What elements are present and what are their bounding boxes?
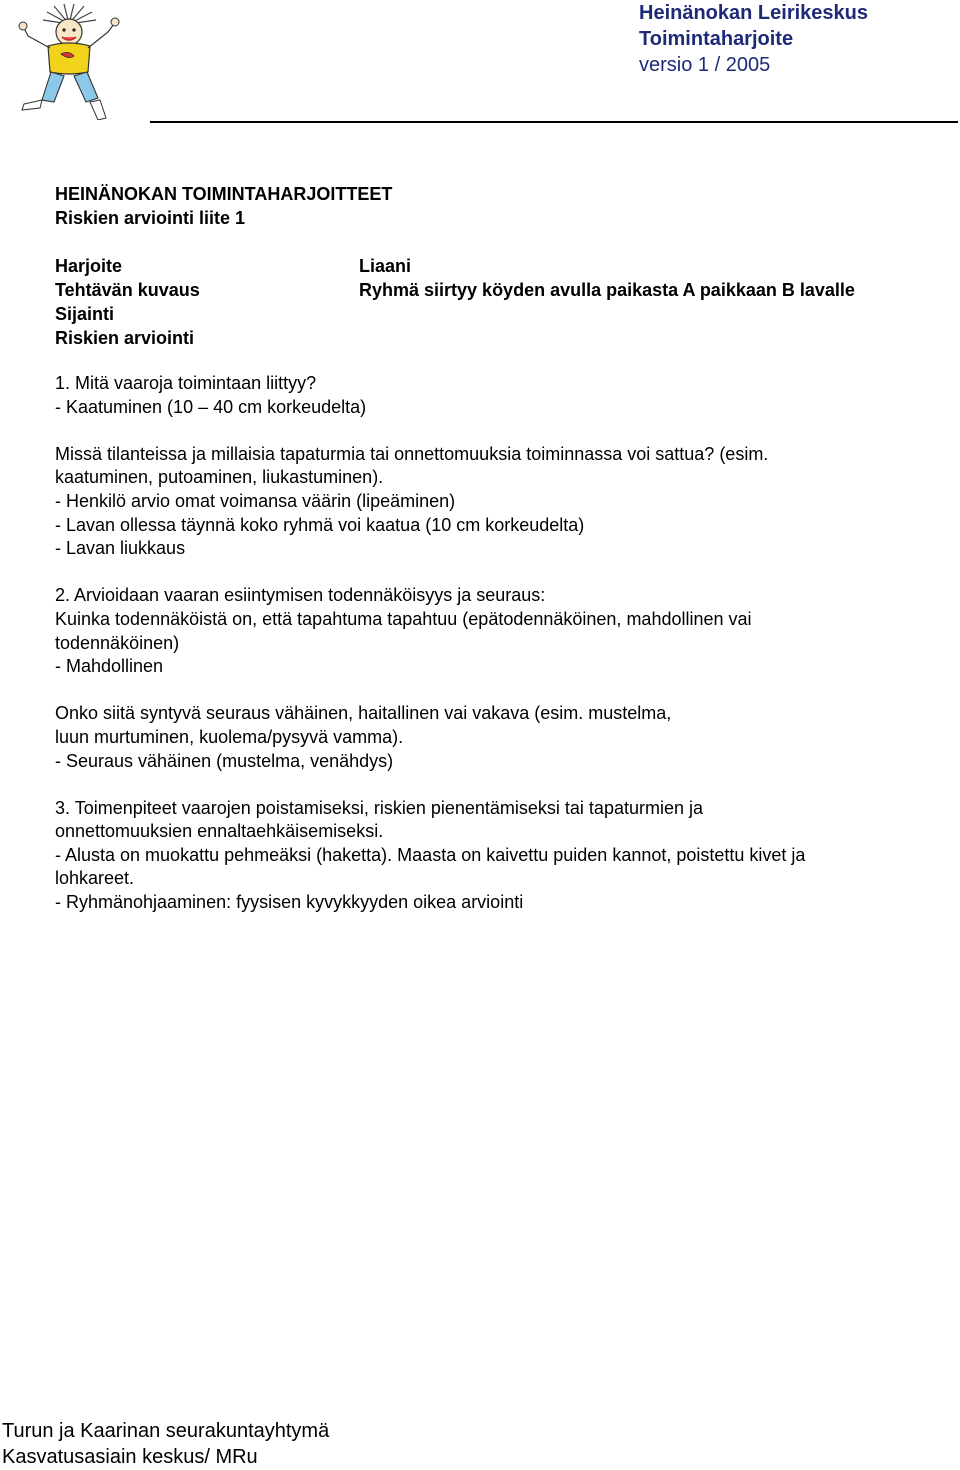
severity-question-line-1: Onko siitä syntyvä seuraus vähäinen, haitallinen vai vakava (esim. mustelma, [55, 703, 672, 724]
label-sijainti: Sijainti [55, 304, 115, 324]
header-version: versio 1 / 2005 [639, 54, 771, 76]
section-3-question-line-1: 3. Toimenpiteet vaarojen poistamiseksi, riskien pienentämiseksi tai tapaturmien ja [55, 797, 703, 818]
footer-line-2: Kasvatusasiain keskus/ MRu [2, 1446, 258, 1468]
header-doc-type: Toimintaharjoite [639, 28, 794, 50]
severity-answer: - Seuraus vähäinen (mustelma, venähdys) [55, 750, 394, 771]
document-title [55, 182, 935, 230]
page-footer [2, 1418, 329, 1470]
situation-answer-2: - Lavan ollessa täynnä koko ryhmä voi kaatua (10 cm korkeudelta) [55, 514, 585, 535]
field-labels [55, 254, 345, 350]
field-values [359, 254, 939, 302]
header-organization [639, 0, 949, 78]
value-tehtavan-kuvaus: Ryhmä siirtyy köyden avulla paikasta A paikkaan B lavalle [359, 280, 855, 300]
section-2-question: 2. Arvioidaan vaaran esiintymisen todennäköisyys ja seuraus: [55, 585, 546, 606]
title-line-2: Riskien arviointi liite 1 [55, 208, 246, 228]
section-2-severity [55, 702, 935, 773]
title-line-1: HEINÄNOKAN TOIMINTAHARJOITTEET [55, 184, 393, 204]
situation-answer-1: - Henkilö arvio omat voimansa väärin (lipeäminen) [55, 490, 456, 511]
header-org-name: Heinänokan Leirikeskus [639, 2, 868, 24]
measure-answer-2: - Ryhmänohjaaminen: fyysisen kyvykkyyden oikea arviointi [55, 892, 524, 913]
section-1-situations [55, 443, 935, 561]
header-divider [150, 121, 958, 123]
section-1-hazards [55, 372, 935, 419]
situations-question-line-1: Missä tilanteissa ja millaisia tapaturmia tai onnettomuuksia toiminnassa voi sattua? (esim. [55, 443, 769, 464]
document-body [55, 182, 935, 938]
section-3-question-line-2: onnettomuuksien ennaltaehkäisemiseksi. [55, 821, 384, 842]
likelihood-question-line-1: Kuinka todennäköistä on, että tapahtuma tapahtuu (epätodennäköinen, mahdollinen vai [55, 608, 752, 629]
label-tehtavan-kuvaus: Tehtävän kuvaus [55, 280, 200, 300]
exercise-fields [55, 254, 935, 350]
situations-question-line-2: kaatuminen, putoaminen, liukastuminen). [55, 467, 384, 488]
footer-line-1: Turun ja Kaarinan seurakuntayhtymä [2, 1420, 330, 1442]
section-2-likelihood [55, 584, 935, 678]
likelihood-answer: - Mahdollinen [55, 656, 164, 677]
section-1-question: 1. Mitä vaaroja toimintaan liittyy? [55, 373, 317, 393]
severity-question-line-2: luun murtuminen, kuolema/pysyvä vamma). [55, 726, 404, 747]
cartoon-figure-logo [14, 2, 124, 120]
situation-answer-3: - Lavan liukkaus [55, 538, 186, 559]
measure-answer-1-line-1: - Alusta on muokattu pehmeäksi (haketta). Maasta on kaivettu puiden kannot, poistettu kivet ja [55, 844, 806, 865]
value-harjoite: Liaani [359, 256, 412, 276]
section-1-answer: - Kaatuminen (10 – 40 cm korkeudelta) [55, 396, 367, 417]
label-harjoite: Harjoite [55, 256, 123, 276]
measure-answer-1-line-2: lohkareet. [55, 868, 135, 889]
likelihood-question-line-2: todennäköinen) [55, 632, 180, 653]
section-3-measures [55, 797, 935, 915]
label-riskien-arviointi: Riskien arviointi [55, 328, 195, 348]
